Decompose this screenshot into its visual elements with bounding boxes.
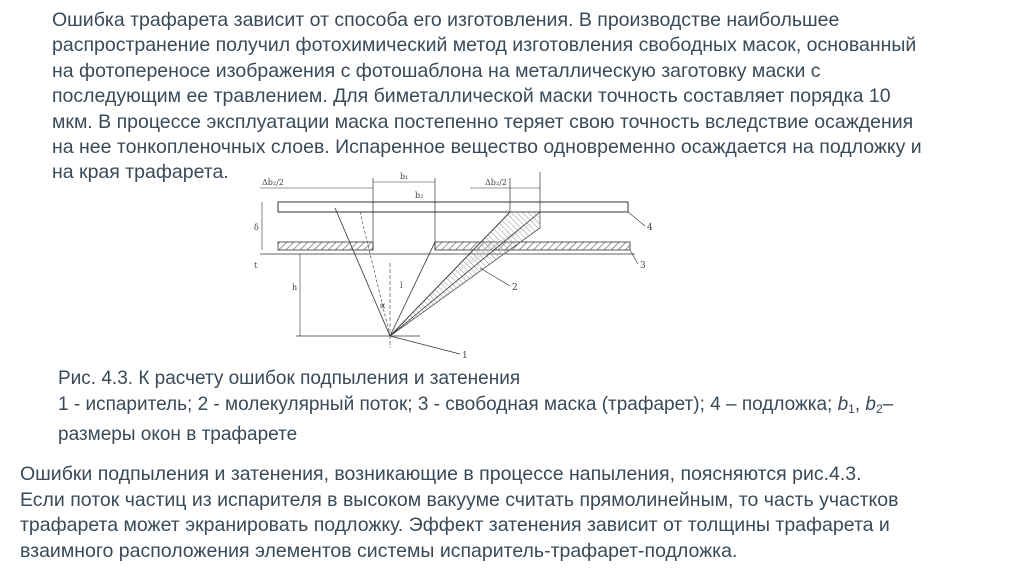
caption-title: Рис. 4.3. К расчету ошибок подпыления и затенения [58, 368, 521, 389]
caption-dash: – [882, 394, 894, 415]
paragraph-bottom-line: трафарета может экранировать подложку. Эффект затенения зависит от толщины трафарета и [20, 514, 890, 537]
caption-b-symbol: b [837, 394, 849, 415]
label-h: h [292, 283, 298, 292]
label-2: 2 [512, 283, 518, 293]
figure-caption [58, 366, 1018, 448]
paragraph-top-line: Ошибка трафарета зависит от способа его изготовления. В производстве наибольшее [52, 9, 840, 31]
figure-diagram [240, 168, 660, 362]
paragraph-top-line: последующим ее травлением. Для биметаллической маски точность составляет порядка 10 [52, 85, 891, 108]
label-t: t [254, 261, 258, 270]
paragraph-bottom-line: взаимного расположения элементов системы испаритель-трафарет-подложка. [20, 539, 738, 562]
label-b2: b₂ [415, 191, 424, 200]
label-4: 4 [647, 223, 653, 233]
paragraph-bottom-line: Ошибки подпыления и затенения, возникающие в процессе напыления, поясняются рис.4.3. [20, 463, 862, 485]
label-delta: δ [254, 223, 259, 232]
caption-legend-text: 1 - испаритель; 2 - молекулярный поток; 3 - свободная маска (трафарет); 4 – подложка; [58, 394, 838, 415]
caption-b-symbol: b [865, 394, 876, 415]
paragraph-top-line: на края трафарета. [52, 161, 229, 184]
substrate [278, 202, 628, 212]
paragraph-top-line: на нее тонкопленочных слоев. Испаренное вещество одновременно осаждается на подложку и [52, 136, 922, 159]
caption-sub1: 1 [848, 402, 855, 416]
paragraph-top [52, 8, 1012, 186]
label-l: l [400, 281, 403, 290]
paragraph-bottom [20, 462, 1020, 564]
caption-sub2: 2 [875, 402, 883, 416]
mask-right [435, 242, 630, 250]
paragraph-bottom-line: Если поток частиц из испарителя в высоком вакууме считать прямолинейным, то часть участков [20, 488, 899, 511]
caption-comma: , [854, 394, 866, 415]
label-alpha: α [380, 301, 386, 310]
label-delta-b2-left: Δb₂/2 [262, 178, 284, 187]
paragraph-top-line: мкм. В процессе эксплуатации маска постепенно теряет свою точность вследствие осаждения [52, 110, 914, 133]
caption-legend [58, 392, 1018, 422]
mask-left [278, 242, 373, 250]
label-1: 1 [462, 351, 468, 361]
caption-line3: размеры окон в трафарете [58, 424, 298, 445]
label-3: 3 [640, 261, 646, 271]
label-b1: b₁ [400, 172, 409, 181]
label-delta-b2-right: Δb₂/2 [485, 178, 507, 187]
figure-4-3 [240, 168, 660, 362]
paragraph-top-line: на фотопереносе изображения с фотошаблона на металлическую заготовку маски с [52, 59, 821, 82]
paragraph-top-line: распространение получил фотохимический метод изготовления свободных масок, основанный [52, 34, 917, 57]
